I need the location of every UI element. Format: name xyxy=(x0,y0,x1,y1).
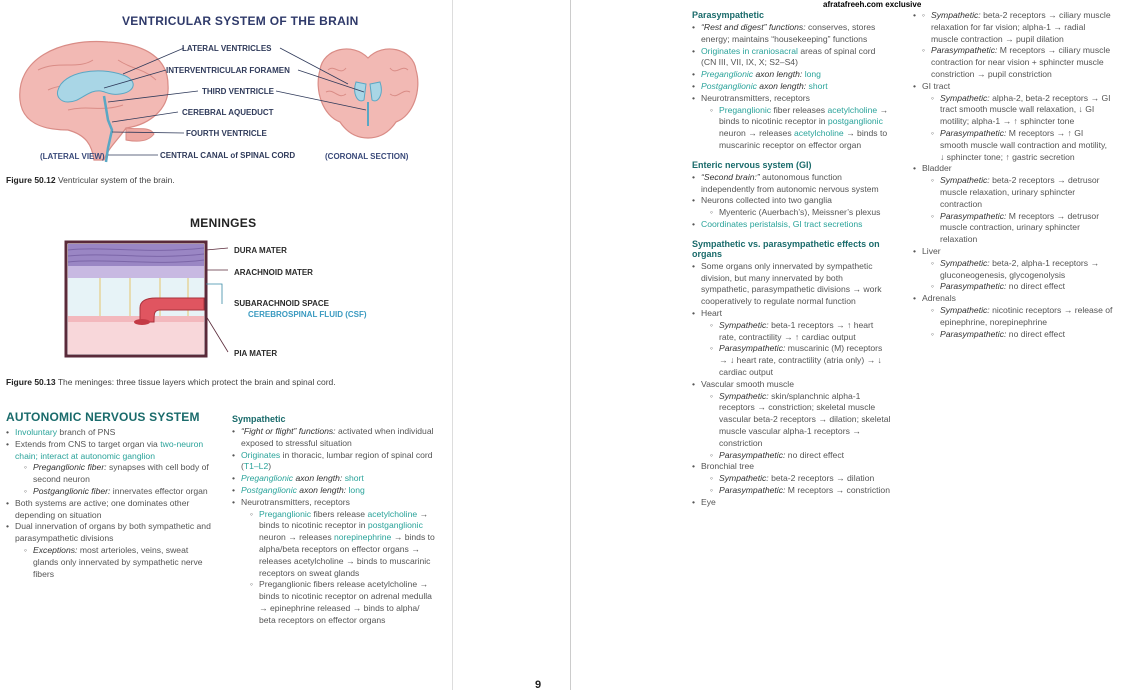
list-item: ◦ Parasympathetic: M receptors → detrusor muscle contraction, urinary sphincter relaxation xyxy=(931,211,1113,246)
list-item: ◦ Preganglionic fibers release acetylcholine → binds to nicotinic receptor on adrenal medulla → epinephrine released → binds to alpha/ beta receptors on effector organs xyxy=(250,579,436,626)
label-csf: CEREBROSPINAL FLUID (CSF) xyxy=(248,310,367,319)
list-item: • Preganglionic axon length: short xyxy=(232,473,436,485)
list-item: ◦ Exceptions: most arterioles, veins, sweat glands only innervated by sympathetic nerve fibers xyxy=(24,545,214,580)
list-item: ◦ Postganglionic fiber: innervates effector organ xyxy=(24,486,214,498)
label-lateral-ventricles: LATERAL VENTRICLES xyxy=(182,44,272,53)
left-page xyxy=(0,0,453,690)
enteric-list xyxy=(692,172,892,231)
page-gutter xyxy=(453,0,570,690)
list-item: ◦ • Sympathetic: beta-2 receptors → ciliary muscle relaxation for far vision; alpha-1 → radial muscle contraction → pupil dilation xyxy=(922,10,1113,45)
caption-figure-50-12 xyxy=(6,175,175,185)
right-page xyxy=(570,0,1125,690)
effects-list xyxy=(692,261,892,509)
list-item: ◦ Sympathetic: beta-2 receptors → dilation xyxy=(710,473,892,485)
list-item: ◦ Sympathetic: skin/splanchnic alpha-1 receptors → constriction; skeletal muscle vascular beta-2 receptors → dilation; skeletal muscle vascular alpha-1 receptors → constriction xyxy=(710,391,892,450)
parasympathetic-title: Parasympathetic xyxy=(692,10,765,20)
list-item: • Neurons collected into two ganglia ◦ Myenteric (Auerbach’s), Meissner’s plexus xyxy=(692,195,892,219)
list-item: ◦ Preganglionic fibers release acetylcholine → binds to nicotinic receptor in postganglionic neuron → releases norepinephrine → binds to alpha/beta receptors on effector organs → releases acetylcholine → binds to muscarinic receptors on sweat glands xyxy=(250,509,436,580)
list-item: • Coordinates peristalsis, GI tract secretions xyxy=(692,219,892,231)
list-item: • Postganglionic axon length: short xyxy=(692,81,892,93)
enteric-title: Enteric nervous system (GI) xyxy=(692,159,812,170)
list-item: • Dual innervation of organs by both sympathetic and parasympathetic divisions ◦ Exceptions: most arterioles, veins, sweat glands only innervated by sympathetic nerve fibers xyxy=(6,521,214,580)
list-item: ◦ Myenteric (Auerbach’s), Meissner’s plexus xyxy=(710,207,892,219)
sympathetic-title: Sympathetic xyxy=(232,414,286,424)
figure-meninges-title: MENINGES xyxy=(190,216,257,230)
label-coronal-section: (CORONAL SECTION) xyxy=(325,152,409,161)
list-item: • Neurotransmitters, receptors ◦ Preganglionic fibers release acetylcholine → binds to nicotinic receptor in postganglionic neuron → releases norepinephrine → binds to alpha/beta receptors on effector organs → releases acetylcholine → binds to muscarinic receptors on sweat glands ◦ Preganglionic fibers release acetylcholine → binds to nicotinic receptor on adrenal medulla → epinephrine released → binds to alpha/ beta receptors on effector organs xyxy=(232,497,436,627)
label-subarachnoid-space: SUBARACHNOID SPACE xyxy=(234,299,329,308)
caption-text: Ventricular system of the brain. xyxy=(57,175,175,185)
list-item: • Postganglionic axon length: long xyxy=(232,485,436,497)
list-item: ◦ Parasympathetic: M receptors → ciliary muscle contraction for near vision + sphincter muscle constriction → pupil constriction xyxy=(922,45,1113,80)
label-interventricular-foramen: INTERVENTRICULAR FORAMEN xyxy=(166,66,290,75)
list-item: • “Rest and digest” functions: conserves, stores energy; maintains “housekeeping” functions xyxy=(692,22,892,46)
list-item: ◦ Sympathetic: nicotinic receptors → release of epinephrine, norepinephrine xyxy=(931,305,1113,329)
list-item: ◦ Parasympathetic: M receptors → ↑ GI smooth muscle wall contraction and motility, ↓ sphincter tone; ↑ gastric secretion xyxy=(931,128,1113,163)
list-item: • Bladder ◦ Sympathetic: beta-2 receptors → detrusor muscle relaxation, urinary sphincter contraction ◦ Parasympathetic: M receptors → detrusor muscle contraction, urinary sphincter relaxation xyxy=(913,163,1113,246)
caption-figure-50-13 xyxy=(6,377,336,387)
ans-title: AUTONOMIC NERVOUS SYSTEM xyxy=(6,410,200,424)
list-item: • Originates in thoracic, lumbar region of spinal cord (T1–L2) xyxy=(232,450,436,474)
list-item: • Liver ◦ Sympathetic: beta-2, alpha-1 receptors → gluconeogenesis, glycogenolysis ◦ Parasympathetic: no direct effect xyxy=(913,246,1113,293)
label-pia-mater: PIA MATER xyxy=(234,349,278,358)
ans-section xyxy=(6,410,214,580)
list-item: ◦ Sympathetic: beta-1 receptors → ↑ heart rate, contractility → ↑ cardiac output xyxy=(710,320,892,344)
list-item: ◦ Parasympathetic: no direct effect xyxy=(931,281,1113,293)
list-item: • Heart ◦ Sympathetic: beta-1 receptors → ↑ heart rate, contractility → ↑ cardiac output ◦ Parasympathetic: muscarinic (M) receptors → ↓ heart rate, contractility (atria only) → ↓ cardiac output xyxy=(692,308,892,379)
list-item: • “Second brain:” autonomous function independently from autonomic nervous system xyxy=(692,172,892,196)
label-dura-mater: DURA MATER xyxy=(234,246,287,255)
list-item: ◦ Preganglionic fiber releases acetylcholine → binds to nicotinic receptor in postganglionic neuron → releases acetylcholine → binds to muscarinic receptor on effector organ xyxy=(710,105,892,152)
effects-list-continued xyxy=(913,10,1113,340)
list-item: ◦ Parasympathetic: no direct effect xyxy=(710,450,892,462)
list-item: • Neurotransmitters, receptors ◦ Preganglionic fiber releases acetylcholine → binds to nicotinic receptor in postganglionic neuron → releases acetylcholine → binds to muscarinic receptor on effector organ xyxy=(692,93,892,152)
list-item: ◦ Parasympathetic: M receptors → constriction xyxy=(710,485,892,497)
watermark: afratafreeh.com exclusive xyxy=(823,0,922,9)
parasympathetic-list xyxy=(692,22,892,152)
list-item: ◦ Parasympathetic: muscarinic (M) receptors → ↓ heart rate, contractility (atria only) → ↓ cardiac output xyxy=(710,343,892,378)
meninges-illustration xyxy=(60,238,240,364)
list-item: • Eye xyxy=(692,497,892,509)
list-item: ◦ Preganglionic fiber: synapses with cell body of second neuron xyxy=(24,462,214,486)
page-number: 9 xyxy=(535,679,542,691)
figure-ventricular-title: VENTRICULAR SYSTEM OF THE BRAIN xyxy=(122,14,359,28)
list-item: ◦ Sympathetic: beta-2, alpha-1 receptors → gluconeogenesis, glycogenolysis xyxy=(931,258,1113,282)
sympathetic-section xyxy=(232,414,436,627)
list-item: • Vascular smooth muscle ◦ Sympathetic: skin/splanchnic alpha-1 receptors → constriction; skeletal muscle vascular beta-2 receptors → dilation; skeletal muscle vascular alpha-1 receptors → constriction ◦ Parasympathetic: no direct effect xyxy=(692,379,892,462)
list-item: • Extends from CNS to target organ via two-neuron chain; interact at autonomic ganglion ◦ Preganglionic fiber: synapses with cell body of second neuron ◦ Postganglionic fiber: innervates effector organ xyxy=(6,439,214,498)
list-item: • Originates in craniosacral areas of spinal cord (CN III, VII, IX, X; S2–S4) xyxy=(692,46,892,70)
list-item: • Preganglionic axon length: long xyxy=(692,69,892,81)
list-item: • Both systems are active; one dominates other depending on situation xyxy=(6,498,214,522)
effects-title: Sympathetic vs. parasympathetic effects on organs xyxy=(692,238,880,259)
label-third-ventricle: THIRD VENTRICLE xyxy=(202,87,274,96)
list-item xyxy=(913,10,1113,81)
label-fourth-ventricle: FOURTH VENTRICLE xyxy=(186,129,267,138)
list-item: • GI tract ◦ Sympathetic: alpha-2, beta-2 receptors → GI tract smooth muscle wall relaxation, ↓ GI motility; alpha-1 → ↑ sphincter tone ◦ Parasympathetic: M receptors → ↑ GI smooth muscle wall contraction and motility, ↓ sphincter tone; ↑ gastric secretion xyxy=(913,81,1113,164)
list-item: • Bronchial tree ◦ Sympathetic: beta-2 receptors → dilation ◦ Parasympathetic: M receptors → constriction xyxy=(692,461,892,496)
list-item: ◦ Sympathetic: alpha-2, beta-2 receptors → GI tract smooth muscle wall relaxation, ↓ GI motility; alpha-1 → ↑ sphincter tone xyxy=(931,93,1113,128)
list-item: ◦ Sympathetic: beta-2 receptors → detrusor muscle relaxation, urinary sphincter contraction xyxy=(931,175,1113,210)
list-item: • Involuntary branch of PNS xyxy=(6,427,214,439)
label-arachnoid-mater: ARACHNOID MATER xyxy=(234,268,313,277)
caption-label: Figure 50.13 xyxy=(6,377,56,387)
ans-list xyxy=(6,427,214,580)
list-item: • Adrenals ◦ Sympathetic: nicotinic receptors → release of epinephrine, norepinephrine ◦ Parasympathetic: no direct effect xyxy=(913,293,1113,340)
label-central-canal: CENTRAL CANAL of SPINAL CORD xyxy=(160,151,296,160)
caption-label: Figure 50.12 xyxy=(6,175,56,185)
label-lateral-view: (LATERAL VIEW) xyxy=(40,152,105,161)
sympathetic-list xyxy=(232,426,436,627)
label-cerebral-aqueduct: CEREBRAL AQUEDUCT xyxy=(182,108,274,117)
list-item: • Some organs only innervated by sympathetic division, but many innervated by both sympathetic, parasympathetic divisions → work cooperatively to regulate normal function xyxy=(692,261,892,308)
caption-text: The meninges: three tissue layers which protect the brain and spinal cord. xyxy=(57,377,336,387)
list-item: • “Fight or flight” functions: activated when individual exposed to stressful situation xyxy=(232,426,436,450)
right-column-1 xyxy=(692,10,892,508)
right-column-2 xyxy=(913,10,1113,340)
list-item: ◦ Parasympathetic: no direct effect xyxy=(931,329,1113,341)
